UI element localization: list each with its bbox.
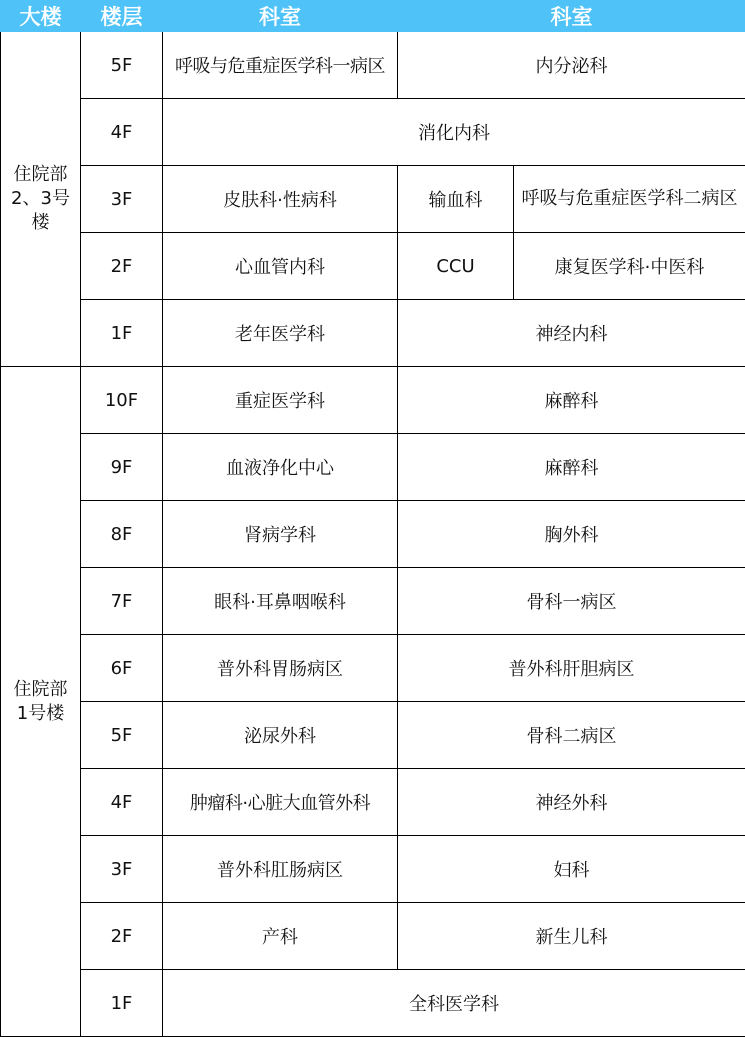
dept-cell: 康复医学科·中医科: [514, 233, 745, 300]
dept-cell: 新生儿科: [398, 903, 745, 970]
floor-cell: 3F: [81, 166, 163, 233]
building-line: 住院部: [1, 678, 80, 702]
dept-cell: 普外科肝胆病区: [398, 635, 745, 702]
table-row: [1, 99, 745, 166]
building-line: 楼: [1, 211, 80, 235]
dept-cell: 骨科一病区: [398, 568, 745, 635]
table-row: [1, 635, 745, 702]
header-dept-a: 科室: [163, 1, 398, 32]
floor-cell: 8F: [81, 501, 163, 568]
table-row: [1, 903, 745, 970]
floor-cell: 5F: [81, 702, 163, 769]
building-cell-2-3: [1, 32, 81, 367]
table-row: [1, 300, 745, 367]
dept-cell: 泌尿外科: [163, 702, 398, 769]
floor-cell: 2F: [81, 903, 163, 970]
dept-cell: 全科医学科: [163, 970, 745, 1037]
dept-cell: 重症医学科: [163, 367, 398, 434]
header-row: [1, 1, 745, 32]
table-row: [1, 166, 745, 233]
table-row: [1, 769, 745, 836]
dept-cell: 胸外科: [398, 501, 745, 568]
table-row: [1, 434, 745, 501]
dept-cell: 消化内科: [163, 99, 745, 166]
building-line: 1号楼: [1, 702, 80, 726]
dept-cell: 妇科: [398, 836, 745, 903]
header-dept-b: 科室: [398, 1, 745, 32]
floor-cell: 1F: [81, 300, 163, 367]
floor-cell: 9F: [81, 434, 163, 501]
dept-cell: 普外科肛肠病区: [163, 836, 398, 903]
dept-cell: 普外科胃肠病区: [163, 635, 398, 702]
dept-cell: 皮肤科·性病科: [163, 166, 398, 233]
table-row: [1, 568, 745, 635]
floor-cell: 4F: [81, 99, 163, 166]
dept-cell: 肿瘤科·心脏大血管外科: [163, 769, 398, 836]
dept-cell: 呼吸与危重症医学科二病区: [514, 166, 745, 233]
dept-cell: 麻醉科: [398, 367, 745, 434]
dept-cell: 骨科二病区: [398, 702, 745, 769]
building-line: 2、3号: [1, 187, 80, 211]
table-row: [1, 970, 745, 1037]
floor-cell: 5F: [81, 32, 163, 99]
floor-cell: 4F: [81, 769, 163, 836]
dept-cell: CCU: [398, 233, 514, 300]
table-row: [1, 501, 745, 568]
dept-cell: 神经外科: [398, 769, 745, 836]
table-row: [1, 233, 745, 300]
table-row: [1, 702, 745, 769]
dept-cell: 眼科·耳鼻咽喉科: [163, 568, 398, 635]
dept-cell: 输血科: [398, 166, 514, 233]
floor-cell: 3F: [81, 836, 163, 903]
dept-cell: 心血管内科: [163, 233, 398, 300]
floor-cell: 6F: [81, 635, 163, 702]
building-line: 住院部: [1, 163, 80, 187]
dept-cell: 内分泌科: [398, 32, 745, 99]
table-row: [1, 32, 745, 99]
floor-cell: 7F: [81, 568, 163, 635]
floor-cell: 1F: [81, 970, 163, 1037]
header-floor: 楼层: [81, 1, 163, 32]
dept-cell: 产科: [163, 903, 398, 970]
building-cell-1: [1, 367, 81, 1037]
floor-cell: 2F: [81, 233, 163, 300]
dept-cell: 呼吸与危重症医学科一病区: [163, 32, 398, 99]
dept-cell: 神经内科: [398, 300, 745, 367]
header-building: 大楼: [1, 1, 81, 32]
dept-cell: 麻醉科: [398, 434, 745, 501]
dept-cell: 肾病学科: [163, 501, 398, 568]
floor-cell: 10F: [81, 367, 163, 434]
dept-cell: 血液净化中心: [163, 434, 398, 501]
table-row: [1, 367, 745, 434]
table-row: [1, 836, 745, 903]
dept-cell: 老年医学科: [163, 300, 398, 367]
